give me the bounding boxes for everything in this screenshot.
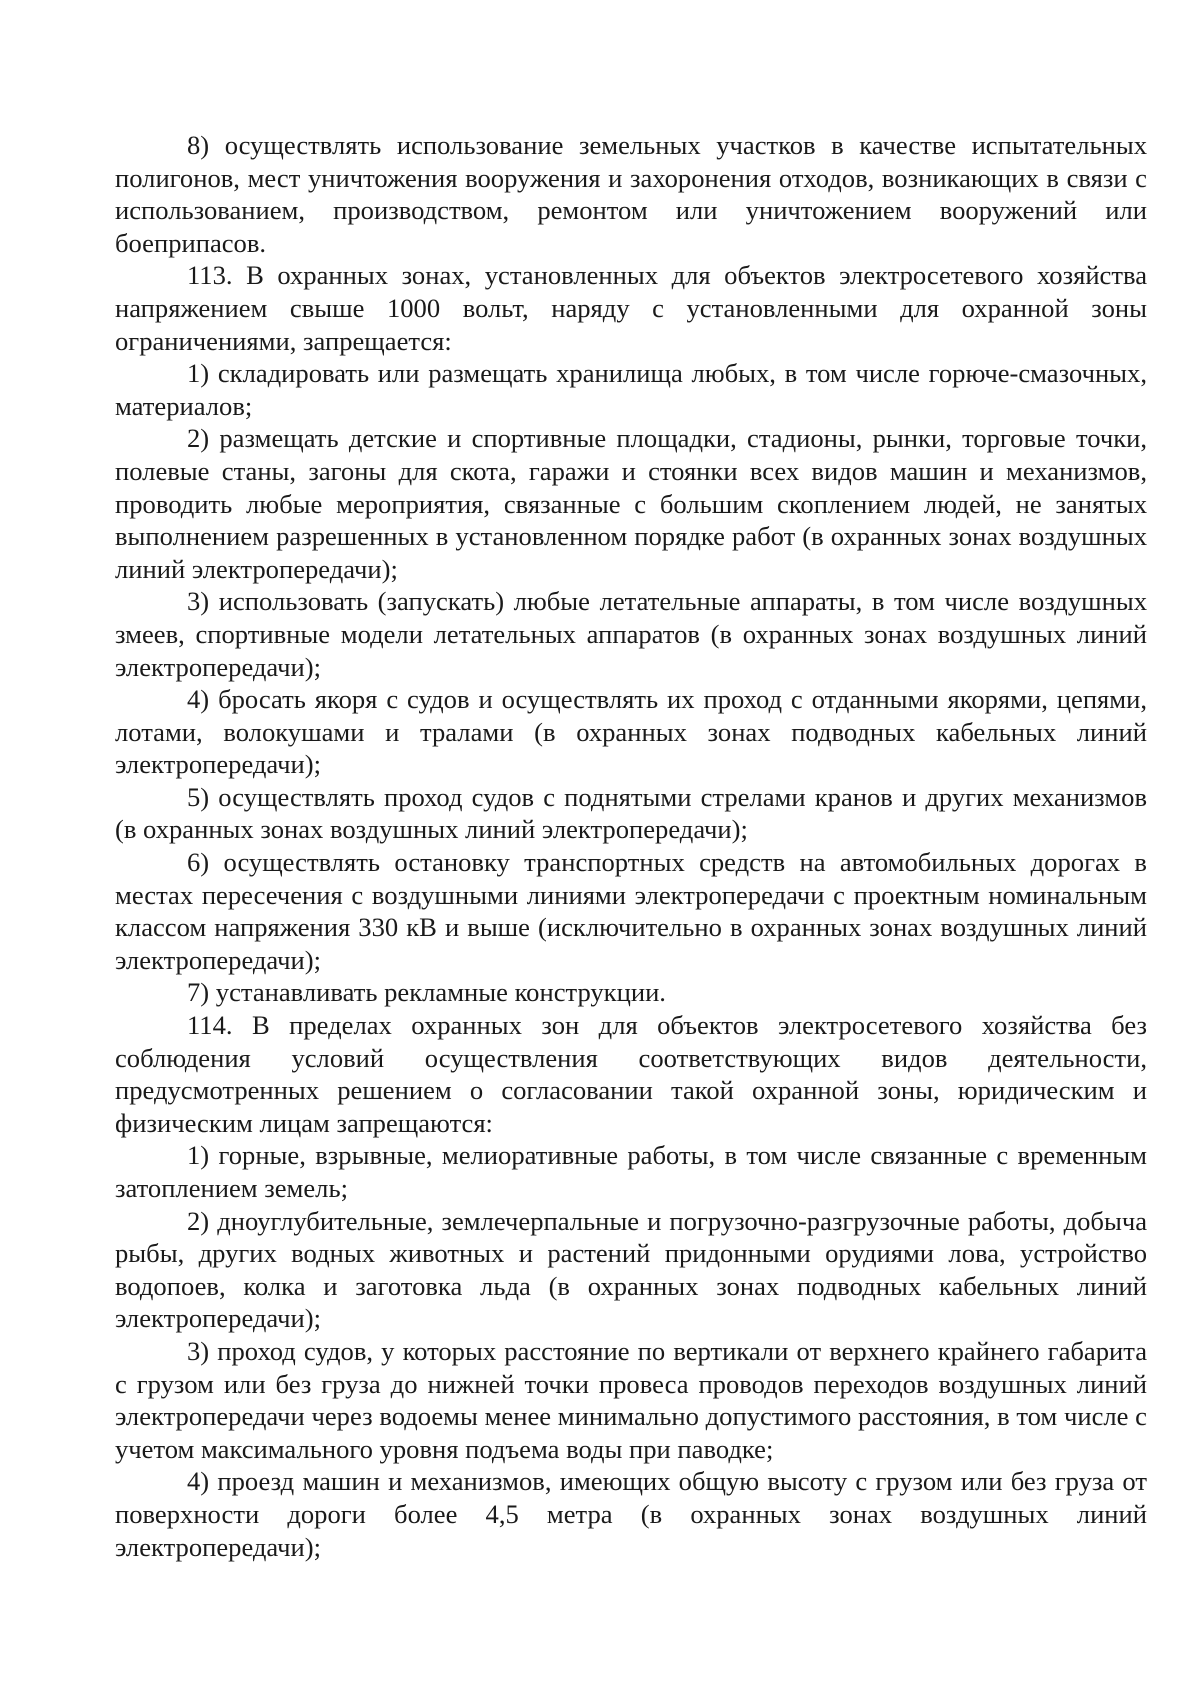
- paragraph-114-item-3: 3) проход судов, у которых расстояние по вертикали от верхнего крайнего габарита с грузом или без груза до нижней точки провеса проводов переходов воздушных линий электропередачи через водоемы менее минимально допустимого расстояния, в том числе с учетом максимального уровня подъема воды при паводке;: [115, 1335, 1147, 1464]
- paragraph-113-item-5: 5) осуществлять проход судов с поднятыми стрелами кранов и других механизмов (в охранных зонах воздушных линий электропередачи);: [115, 781, 1147, 845]
- paragraph-113-item-4: 4) бросать якоря с судов и осуществлять их проход с отданными якорями, цепями, лотами, волокушами и тралами (в охранных зонах подводных кабельных линий электропередачи);: [115, 684, 1147, 780]
- paragraph-114-item-2: 2) дноуглубительные, землечерпальные и погрузочно-разгрузочные работы, добыча рыбы, других водных животных и растений придонными орудиями лова, устройство водопоев, колка и заготовка льда (в охранных зонах подводных кабельных линий электропередачи);: [115, 1205, 1147, 1334]
- document-page: [115, 129, 1147, 1563]
- paragraph-114-item-4: 4) проезд машин и механизмов, имеющих общую высоту с грузом или без груза от поверхности дороги более 4,5 метра (в охранных зонах воздушных линий электропередачи);: [115, 1466, 1147, 1562]
- paragraph-113-item-2: 2) размещать детские и спортивные площадки, стадионы, рынки, торговые точки, полевые станы, загоны для скота, гаражи и стоянки всех видов машин и механизмов, проводить любые мероприятия, связанные с большим скоплением людей, не занятых выполнением разрешенных в установленном порядке работ (в охранных зонах воздушных линий электропередачи);: [115, 423, 1147, 584]
- paragraph-113-item-6: 6) осуществлять остановку транспортных средств на автомобильных дорогах в местах пересечения с воздушными линиями электропередачи с проектным номинальным классом напряжения 330 кВ и выше (исключительно в охранных зонах воздушных линий электропередачи);: [115, 847, 1147, 975]
- paragraph-item-8: 8) осуществлять использование земельных участков в качестве испытательных полигонов, мест уничтожения вооружения и захоронения отходов, возникающих в связи с использованием, производством, ремонтом или уничтожением вооружений или боеприпасов.: [115, 130, 1147, 258]
- paragraph-113-item-7: 7) устанавливать рекламные конструкции.: [187, 977, 666, 1008]
- paragraph-clause-113: 113. В охранных зонах, установленных для объектов электросетевого хозяйства напряжением свыше 1000 вольт, наряду с установленными для охранной зоны ограничениями, запрещается:: [115, 260, 1147, 356]
- paragraph-113-item-1: 1) складировать или размещать хранилища любых, в том числе горюче-смазочных, материалов;: [115, 358, 1147, 421]
- paragraph-113-item-3: 3) использовать (запускать) любые летательные аппараты, в том числе воздушных змеев, спортивные модели летательных аппаратов (в охранных зонах воздушных линий электропередачи);: [115, 586, 1147, 682]
- paragraph-114-item-1: 1) горные, взрывные, мелиоративные работы, в том числе связанные с временным затоплением земель;: [115, 1140, 1147, 1203]
- paragraph-clause-114: 114. В пределах охранных зон для объектов электросетевого хозяйства без соблюдения условий осуществления соответствующих видов деятельности, предусмотренных решением о согласовании такой охранной зоны, юридическим и физическим лицам запрещаются:: [115, 1010, 1147, 1138]
